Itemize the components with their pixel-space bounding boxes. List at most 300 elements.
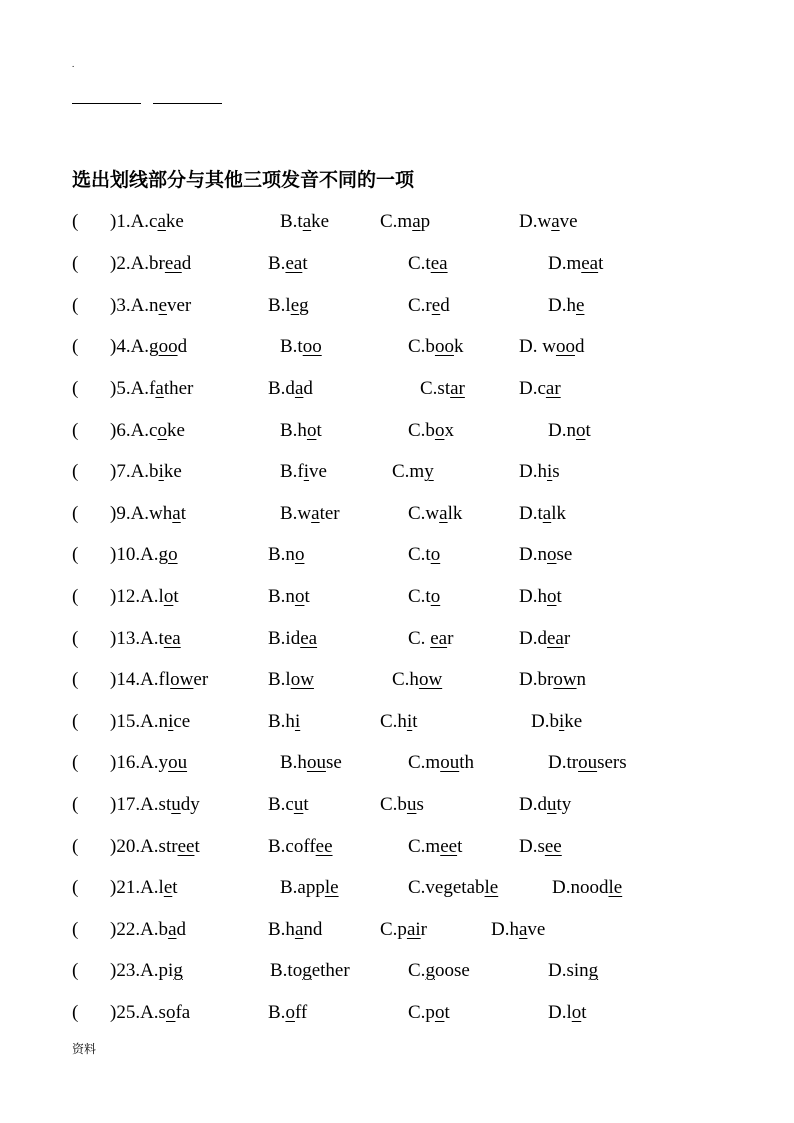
option-suffix: ty [556,794,572,815]
option-prefix: B.t [280,211,303,232]
answer-bracket: ( [72,669,79,690]
underlined-letters: ee [440,836,458,857]
answer-bracket: ( [72,628,79,649]
question-number: )22. [110,919,141,940]
underlined-letters: i [168,711,174,732]
underlined-letters: a [412,211,421,232]
question-row [0,211,794,233]
option-prefix: A.b [140,919,169,940]
option-c [408,752,474,774]
underlined-letters: o [434,1002,445,1023]
option-a [110,919,186,941]
option-prefix: B.h [280,420,307,441]
option-prefix: C. [408,628,431,649]
option-b [280,877,339,899]
question-number: )10. [110,544,141,565]
option-prefix: C.b [408,420,435,441]
question-row [0,378,794,400]
option-a [110,253,191,275]
option-d [519,503,566,525]
underlined-letters: ea [546,628,564,649]
answer-bracket: ( [72,836,79,857]
underlined-letters: a [168,919,177,940]
underlined-letters: i [294,711,301,732]
option-suffix: d [181,253,192,274]
option-d [519,211,578,233]
option-prefix: C.h [392,669,419,690]
option-prefix: C.r [408,295,432,316]
option-prefix: A.l [140,586,164,607]
answer-bracket: ( [72,752,79,773]
option-d [519,544,572,566]
option-prefix: B.c [268,794,294,815]
option-prefix: B.l [268,295,291,316]
option-d [519,669,586,691]
option-prefix: D.n [548,420,576,441]
option-suffix: t [304,586,310,607]
question-row [0,794,794,816]
option-prefix: C.t [408,586,431,607]
question-number: )20. [110,836,141,857]
question-number: )7. [110,461,131,482]
option-suffix: t [556,586,562,607]
underlined-letters: o [285,1002,295,1023]
option-prefix: C.vegetab [408,877,485,898]
option-prefix: C.h [380,711,407,732]
question-row [0,503,794,525]
option-d [519,628,570,650]
option-prefix: C.w [408,503,440,524]
underlined-letters: o [430,586,441,607]
underlined-letters: o [168,544,178,565]
option-d [548,253,603,275]
option-suffix: er [193,669,209,690]
option-prefix: D.s [519,836,545,857]
option-a [110,211,184,233]
question-number: )13. [110,628,141,649]
answer-bracket: ( [72,877,79,898]
option-suffix: dy [180,794,200,815]
underlined-letters: a [439,503,448,524]
option-a [110,295,191,317]
option-prefix: D.h [519,461,547,482]
option-suffix: r [447,628,454,649]
option-prefix: A.y [140,752,169,773]
option-prefix: A.n [130,295,159,316]
option-prefix: B.h [268,711,295,732]
option-prefix: B. [268,253,286,274]
option-suffix: ke [165,211,184,232]
underlined-letters: u [171,794,181,815]
option-prefix: A.s [140,1002,166,1023]
option-d [548,960,598,982]
underlined-letters: i [406,711,413,732]
question-number: )2. [110,253,131,274]
underlined-letters: u [293,794,304,815]
underlined-letters: a [172,503,181,524]
answer-bracket: ( [72,711,79,732]
option-b [268,378,313,400]
question-row [0,752,794,774]
underlined-letters: ee [544,836,562,857]
question-number: )3. [110,295,131,316]
option-prefix: A.str [140,836,178,857]
option-c [420,378,465,400]
option-prefix: C.p [380,919,407,940]
option-d [519,794,571,816]
underlined-letters: o [294,544,305,565]
option-suffix: t [303,794,309,815]
option-d [519,378,561,400]
underlined-letters: g [173,960,183,981]
option-suffix: d [440,295,450,316]
question-number: )21. [110,877,141,898]
option-d [548,420,591,442]
option-suffix: g [299,295,309,316]
option-a [110,711,190,733]
option-c [408,544,440,566]
option-suffix: r [563,628,571,649]
option-prefix: B.l [268,669,291,690]
option-c [380,711,418,733]
question-row [0,628,794,650]
option-a [110,503,186,525]
option-prefix: D.t [519,503,543,524]
answer-bracket: ( [72,420,79,441]
option-prefix: D.h [519,586,547,607]
underlined-letters: ow [418,669,443,690]
option-d [548,1002,587,1024]
question-number: )17. [110,794,141,815]
option-suffix: r [420,919,427,940]
question-row [0,669,794,691]
option-suffix: ther [163,378,194,399]
underlined-letters: le [484,877,499,898]
option-b [268,919,322,941]
question-number: )1. [110,211,131,232]
underlined-letters: o [157,420,167,441]
underlined-letters: e [290,295,300,316]
option-suffix: se [325,752,342,773]
underlined-letters: o [575,420,586,441]
option-prefix: C.m [408,836,441,857]
option-prefix: A.br [130,253,165,274]
option-prefix: A.g [130,336,159,357]
option-b [280,336,322,358]
underlined-letters: i [546,461,553,482]
option-prefix: C.m [392,461,425,482]
question-row [0,420,794,442]
option-prefix: A.b [130,461,159,482]
option-suffix: t [316,420,322,441]
option-suffix: t [585,420,591,441]
option-suffix: t [172,877,178,898]
option-prefix: C.b [408,336,435,357]
option-prefix: B.h [268,919,295,940]
underlined-letters: ee [177,836,195,857]
option-suffix: ce [173,711,191,732]
option-a [110,1002,190,1024]
option-suffix: d [177,336,188,357]
option-a [110,586,179,608]
option-d [552,877,622,899]
option-suffix: d [574,336,585,357]
underlined-letters: ea [300,628,318,649]
answer-bracket: ( [72,919,79,940]
option-prefix: D.tr [548,752,579,773]
answer-bracket: ( [72,503,79,524]
underlined-letters: oo [302,336,322,357]
option-prefix: D.l [548,1002,572,1023]
underlined-letters: u [546,794,557,815]
answer-bracket: ( [72,960,79,981]
option-c [408,336,463,358]
underlined-letters: i [303,461,310,482]
question-row [0,461,794,483]
option-prefix: A.g [140,544,169,565]
option-c [408,877,498,899]
option-prefix: A.st [140,794,172,815]
option-suffix: lk [551,503,566,524]
underlined-letters: g [588,960,599,981]
option-suffix: ke [166,420,185,441]
option-prefix: C.p [408,1002,435,1023]
option-prefix: A.pi [140,960,174,981]
underlined-letters: oo [158,336,178,357]
answer-bracket: ( [72,378,79,399]
question-number: )5. [110,378,131,399]
underlined-letters: g [302,960,312,981]
option-b [268,1002,307,1024]
option-suffix: t [412,711,418,732]
underlined-letters: ai [406,919,421,940]
option-b [268,711,300,733]
option-d [519,336,584,358]
answer-bracket: ( [72,1002,79,1023]
answer-bracket: ( [72,211,79,232]
option-prefix: D.nood [552,877,609,898]
option-suffix: d [303,378,313,399]
underlined-letters: o [165,1002,176,1023]
option-prefix: B.h [280,752,307,773]
option-prefix: D.m [548,253,582,274]
question-number: )12. [110,586,141,607]
question-row [0,253,794,275]
option-prefix: C.b [380,794,407,815]
option-c [408,420,454,442]
underlined-letters: ea [430,628,448,649]
answer-bracket: ( [72,253,79,274]
question-row [0,960,794,982]
underlined-letters: a [294,378,304,399]
option-a [110,420,185,442]
option-prefix: A.c [130,420,158,441]
underlined-letters: i [158,461,164,482]
question-row [0,336,794,358]
option-c [380,211,430,233]
option-prefix: A.wh [130,503,173,524]
option-a [110,336,187,358]
underlined-letters: o [294,586,305,607]
underlined-letters: e [575,295,585,316]
underlined-letters: o [163,586,174,607]
option-suffix: x [444,420,454,441]
option-prefix: A.t [140,628,164,649]
option-prefix: C.m [380,211,413,232]
option-d [519,586,562,608]
underlined-letters: a [155,378,164,399]
option-prefix: D.sin [548,960,589,981]
option-suffix: t [457,836,463,857]
underlined-letters: o [546,544,557,565]
option-prefix: B.app [280,877,325,898]
option-prefix: D.d [519,628,547,649]
underlined-letters: a [157,211,166,232]
option-suffix: th [459,752,474,773]
option-c [408,586,440,608]
underlined-letters: o [571,1002,582,1023]
option-prefix: C.t [408,253,431,274]
option-d [548,295,584,317]
option-prefix: C.m [408,752,441,773]
answer-bracket: ( [72,586,79,607]
option-b [268,295,309,317]
question-row [0,1002,794,1024]
option-c [408,1002,450,1024]
option-b [268,628,317,650]
option-b [268,836,333,858]
underlined-letters: e [158,295,167,316]
option-a [110,752,187,774]
question-number: )6. [110,420,131,441]
underlined-letters: ee [315,836,333,857]
question-row [0,711,794,733]
option-prefix: D.h [548,295,576,316]
option-prefix: D.n [519,544,547,565]
underlined-letters: a [294,919,304,940]
option-suffix: nd [303,919,323,940]
option-prefix: A.fl [140,669,171,690]
underlined-letters: ar [450,378,465,399]
question-number: )4. [110,336,131,357]
answer-bracket: ( [72,461,79,482]
option-d [548,752,627,774]
underlined-letters: a [311,503,320,524]
option-suffix: ver [167,295,192,316]
option-prefix: C.st [420,378,451,399]
option-suffix: t [194,836,200,857]
underlined-letters: g [425,960,435,981]
option-suffix: t [180,503,186,524]
option-b [270,960,350,982]
answer-bracket: ( [72,336,79,357]
question-number: )14. [110,669,141,690]
option-suffix: lk [447,503,463,524]
header-dot: . [72,59,75,69]
option-prefix: A.f [130,378,156,399]
question-number: )16. [110,752,141,773]
option-a [110,461,182,483]
option-a [110,794,200,816]
option-prefix: D. w [519,336,556,357]
underlined-letters: i [558,711,565,732]
option-suffix: oose [434,960,470,981]
option-prefix: D.c [519,378,546,399]
question-row [0,836,794,858]
option-prefix: D.d [519,794,547,815]
option-c [392,461,434,483]
question-row [0,586,794,608]
option-c [408,295,450,317]
option-prefix: C. [408,960,426,981]
underlined-letters: oo [555,336,575,357]
option-c [408,253,448,275]
option-prefix: B.w [280,503,312,524]
option-suffix: t [302,253,308,274]
option-suffix: t [598,253,604,274]
option-suffix: ether [311,960,350,981]
option-prefix: B.d [268,378,295,399]
question-row [0,544,794,566]
option-suffix: d [176,919,186,940]
option-c [408,836,462,858]
option-prefix: C.t [408,544,431,565]
option-c [380,794,424,816]
underlined-letters: ou [168,752,188,773]
option-suffix: t [173,586,179,607]
option-d [531,711,582,733]
option-a [110,836,200,858]
option-prefix: D.br [519,669,554,690]
option-prefix: D.h [491,919,519,940]
option-suffix: ke [564,711,583,732]
option-c [392,669,442,691]
option-suffix: k [453,336,464,357]
option-prefix: A.c [130,211,158,232]
option-suffix: ve [559,211,578,232]
option-c [408,628,453,650]
option-suffix: t [581,1002,587,1023]
underlined-letters: a [551,211,560,232]
option-b [268,544,304,566]
option-prefix: B.coff [268,836,316,857]
option-a [110,960,183,982]
option-prefix: B.f [280,461,304,482]
option-a [110,669,208,691]
underlined-letters: a [302,211,312,232]
class-blank-line [153,103,222,104]
option-c [408,960,470,982]
option-b [268,586,310,608]
underlined-letters: ow [553,669,577,690]
underlined-letters: ou [578,752,598,773]
question-number: )23. [110,960,141,981]
option-prefix: D.b [531,711,559,732]
option-suffix: s [416,794,424,815]
page-footer: 资料 [72,1042,97,1056]
option-prefix: B. [268,1002,286,1023]
underlined-letters: ar [545,378,561,399]
option-suffix: ter [319,503,340,524]
option-b [268,669,314,691]
option-a [110,628,181,650]
option-d [491,919,545,941]
option-b [280,420,322,442]
underlined-letters: ea [285,253,303,274]
underlined-letters: y [424,461,434,482]
option-b [280,503,340,525]
question-row [0,919,794,941]
